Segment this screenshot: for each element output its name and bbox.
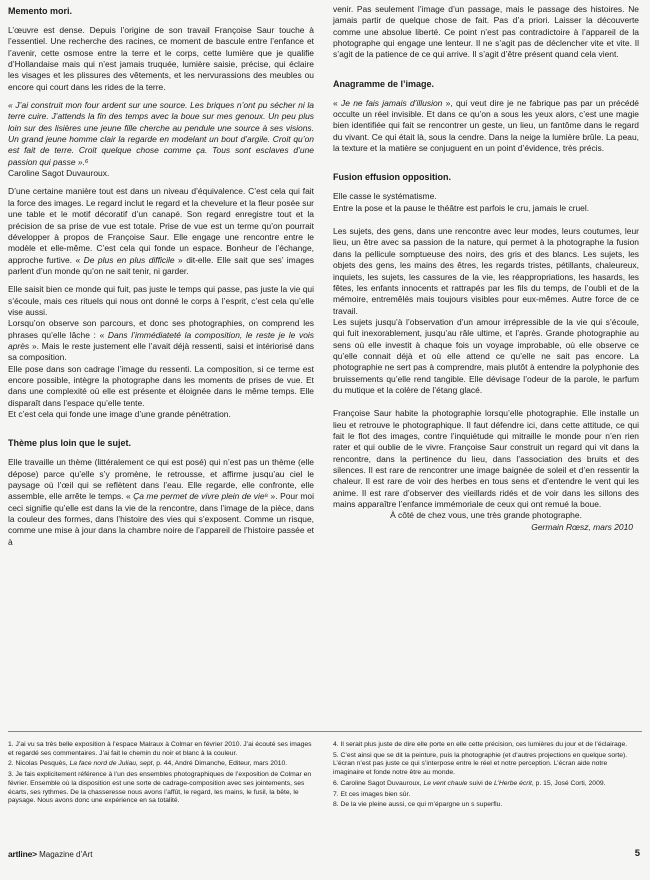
footnote-7: 7. Et ces images bien sûr. <box>333 790 411 798</box>
footnotes-right <box>333 741 639 812</box>
quote-author: Caroline Sagot Duvauroux. <box>8 168 110 179</box>
section-heading-fusion: Fusion effusion opposition. <box>333 172 451 183</box>
page-number: 5 <box>634 848 640 859</box>
paragraph: Les sujets, des gens, dans une rencontre avec leur modes, leurs coutumes, leur lieu, un être avec sa passion de la nature, qui permet à la photographe la fusion dans la pellicule somptueuse des noirs, des gris et des blancs. Les sujets, les objets des gens, les mains des êtres, les regards tristes, pétillants, chaleureux, inquiets, les sujets, les cassures de la vie, les réappropriations, les hasards, les fêtes, les enfants innocents et rattrapés par les fils du temps, de l’oubli et de la mémoire, entremêlés mais toujours visibles pour eux-mêmes. Autre force de ce travail. <box>333 226 639 316</box>
footnotes-left <box>8 741 314 808</box>
footnote-6: 6. Caroline Sagot Duvauroux, Le vent chaule suivi de L’Herbe écrit, p. 15, José Corti, 2009. <box>333 779 606 787</box>
right-column <box>333 4 639 540</box>
quote-paragraph <box>8 100 314 168</box>
footnote-1: 1. J’ai vu sa très belle exposition à l’espace Malraux à Colmar en février 2010. J’ai écouté ses images et regardé ses commentaires. J’ai fait le chemin du noir et blanc à la couleur. <box>8 741 312 757</box>
paragraph: Elle travaille un thème (littéralement ce qui est posé) qui n’est pas un thème (elle dépose) parce qu’elle s’y promène, le retrousse, et affirme jusqu’au ciel le paysage où l’œil qui se reflètent dans l’eau. Elle regarde, elle confronte, elle assemble, elle arrête le temps. « Ça me permet de vivre plein de vie⁸ ». Pour moi ceci signifie qu’elle est dans la vie de la rencontre, dans l’image de la pièce, dans la couleur des formes, dans l’histoire des vies qui s’exposent. Comme un risque, comme une mise à jour dans la chambre noire de l’appareil de l’histoire passée et à <box>8 457 314 547</box>
paragraph: Entre la pose et la pause le théâtre est parfois le cru, jamais le cruel. <box>333 202 590 213</box>
footnote-divider <box>8 731 642 732</box>
paragraph: Lorsqu’on observe son parcours, et donc ses photographies, on comprend les phrases qu’elle lâche : « Dans l’immédiateté la composition, le reste je le vois après ». Mais le reste justement elle l’avait déjà ressenti, saisi et intériorisé dans sa composition. <box>8 318 314 363</box>
paragraph: venir. Pas seulement l’image d’un passage, mais le passage des histoires. Ne jamais partir de quelque chose de fait. Pas d’a priori. Laisser la découverte comme une absolue liberté. Ce point n’est pas contradictoire à l’appareil de la photographe qui engage une lenteur. Il ne s’agit pas de déclencher vite et vite. Il s’agit de la patience de ce qui arrive. Il s’agit d’être présent quand cela vient. <box>333 4 639 60</box>
section-heading-anagramme: Anagramme de l’image. <box>333 78 435 89</box>
footnote-3: 3. Je fais explicitement référence à l’un des ensembles photographiques de l’exposition de Colmar en février. Ensemble où la disposition est une sorte de cadrage-composition avec ses jointements, ses écarts, ses rythmes. De la chasseresse nous avons l’affût, le regard, les mains, le fusil, la bête, le paysage. Nous avons donc une expérience en sa totalité. <box>8 771 312 805</box>
left-column <box>8 4 314 555</box>
closing-line: À côté de chez vous, une très grande photographe. <box>390 510 582 521</box>
section-heading-theme: Thème plus loin que le sujet. <box>8 438 132 449</box>
footnote-2: 2. Nicolas Pesquès, La face nord de Juliau, sept, p. 44, André Dimanche, Editeur, mars 2010. <box>8 760 288 768</box>
page-footer <box>8 848 640 860</box>
quote-text: « J’ai construit mon four ardent sur une source. Les briques n’ont pu sécher ni la terre cuire. J’attends la fin des temps avec la boue sur mes genoux. Un peu plus loin sur des lisières une jeune fille cherche au pendule une source à ses visions. Un grand jeune homme clair la regarde en modelant un bout d’argile. Croit qu’on est fait de terre. Croit quelque chose comme ça. Tous sont esclaves d’une passion qui passe ».⁶ <box>8 100 314 167</box>
paragraph: Elle pose dans son cadrage l’image du ressenti. La composition, si ce terme est encore possible, intègre la photographe dans les moments de prises de vue. Et dans une complexité où elle est présente et éloignée dans le même temps. Elle disparaît dans l’espace qu’elle tente. <box>8 363 314 408</box>
paragraph: D’une certaine manière tout est dans un niveau d’équivalence. C’est cela qui fait la force des images. Le regard inclut le regard et la chevelure et la fleur posée sur une table et le motif décoratif d’un canapé. Son regard enregistre tout et la précision de sa prise de vue est totale. Prise de vue est un terme qu’on pourrait développer à propos de Françoise Saur. Elle engage une rencontre entre le modèle et elle-même. C’est cela qui fonde un espace. Bonheur de l’échange, approche furtive. « De plus en plus difficile » dit-elle. Elle sait que ses’ images parlent d’un monde qu’on ne sait tenir, ni garder. <box>8 186 314 276</box>
magazine-logo: artline> <box>8 849 37 859</box>
footnote-8: 8. De la vie pleine aussi, ce qui m’épargne un s superflu. <box>333 801 503 809</box>
author-signature: Germain Rœsz, mars 2010 <box>531 521 633 532</box>
footnote-5: 5. C’est ainsi que se dit la peinture, puis la photographie (et d’autres projections en quelque sorte). L’écran n’est pas juste ce qui s’interpose entre le réel et notre perception. L’écran aide notre imaginaire et fonde notre être au monde. <box>333 751 628 777</box>
paragraph: Elle casse le systématisme. <box>333 191 437 202</box>
paragraph: L’œuvre est dense. Depuis l’origine de son travail Françoise Saur touche à l’essentiel. Une recherche des racines, ce moment de bascule entre l’enfance et l’avenir, cette osmose entre la terre et le corps, cette lumière que je qualifie d’Hollandaise mais qui n’est jamais truquée, lumière saisie, précise, qui éclaire les visages et les plissures des vêtements, et les nervurassions des meubles ou encore qui court dans les rides de la terre. <box>8 25 314 92</box>
section-heading-memento: Memento mori. <box>8 6 73 16</box>
footnote-4: 4. Il serait plus juste de dire elle porte en elle cette précision, ces lumières du jour et de l’éclairage. <box>333 741 628 748</box>
paragraph: Françoise Saur habite la photographie lorsqu’elle photographie. Elle installe un lieu et retrouve le photographique. Il faut défendre ici, dans cette attitude, ce qui fait le flot des images, contre l’inquiétude qui mitraille le monde pour n’en rien rater et qui oublie de le vivre. Françoise Saur construit un regard qui vit dans la rencontre, dans la pertinence du lieu, dans l’association des bruits et des silences. Il est rare de rencontrer une image baignée de soleil et d’en ressentir la chaleur. Il est rare de voir des herbes en tous sens et d’entendre le vent qui les anime. Il est rare d’observer des vieillards ridés et de voir dans les sillons des mains apparaître l’enfance immémoriale de ceux qui ont remué la boue. <box>333 408 639 510</box>
paragraph: Les sujets jusqu’à l’observation d’un amour irrépressible de la vie qui s’écoule, qui fuit inexorablement, jusqu’au râle ultime, et l’après. Grande photographie au sens où elle investit à chaque fois un voyage improbable, où elle observe ce qu’elle connait déjà et où elle attend ce qu’elle ne sait pas encore. La photographie ne sert pas à comprendre, mais plutôt à entendre la polyphonie des bruissements qu’elle rend tangible. Elle dévisage l’odeur de la parole, le parfum du mutique et la colère de l’étang glacé. <box>333 316 639 395</box>
magazine-name: Magazine d’Art <box>39 850 93 859</box>
paragraph: « Je ne fais jamais d’illusion », qui veut dire je ne fabrique pas par un précédé occulte un réel invisible. Et dans ce qu’on a sous les yeux alors, c’est une magie bien identifiée qui fait se rencontrer un geste, un lieu, un fantôme dans le regard du vivant. Ce qui était là, sous la cendre. Dans la neige la lumière brûle. La peau, la texture et la matière se conjuguent en un point d’évidence, très précis. <box>333 97 640 154</box>
paragraph: Elle saisit bien ce monde qui fuit, pas juste le temps qui passe, pas juste la vie qui s’écoule, mais ces rituels qui nous ont donné le corps à l’esprit, c’est cela qu’elle vise aussi. <box>8 284 314 317</box>
paragraph: Et c’est cela qui fonde une image d’une grande pénétration. <box>8 409 231 419</box>
